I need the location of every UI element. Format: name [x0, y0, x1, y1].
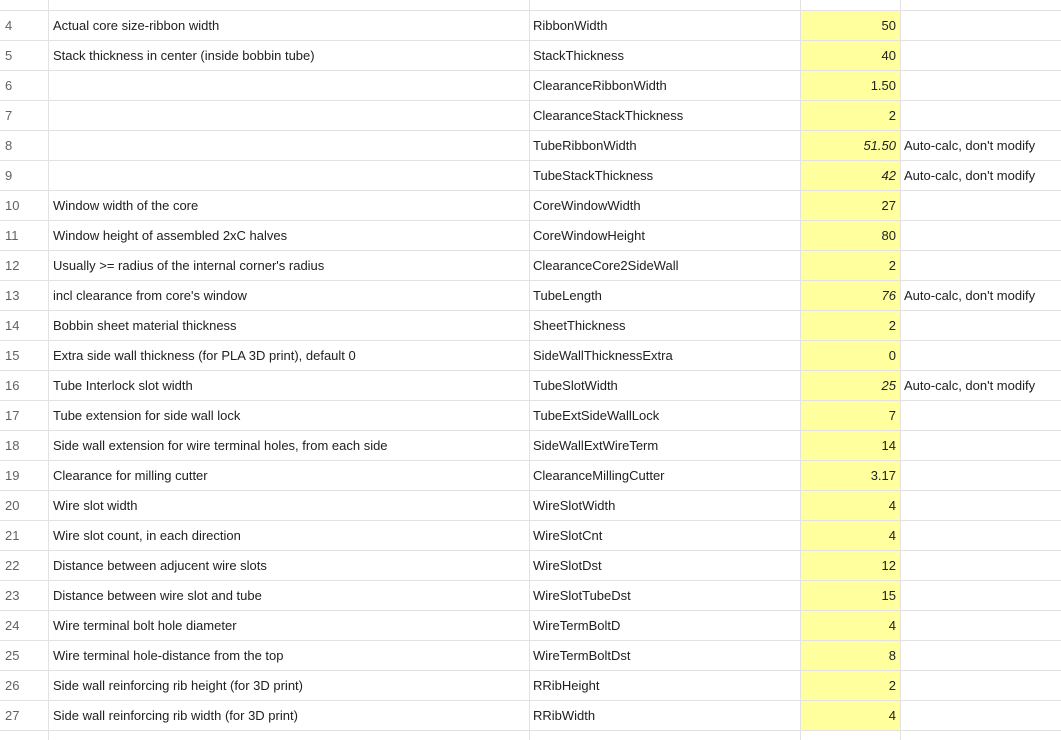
description-cell[interactable] — [48, 161, 529, 191]
row-header[interactable]: 19 — [5, 468, 20, 483]
grid-line-horizontal — [0, 610, 1061, 611]
value-cell[interactable]: 80 — [800, 221, 900, 251]
note-cell[interactable] — [900, 551, 1061, 581]
value-cell[interactable]: 2 — [800, 251, 900, 281]
description-cell[interactable]: Wire slot count, in each direction — [53, 528, 241, 543]
table-row — [0, 11, 1061, 41]
parameter-name-cell[interactable]: WireSlotDst — [533, 558, 602, 573]
parameter-name-cell[interactable]: CoreWindowHeight — [533, 228, 645, 243]
table-row — [0, 671, 1061, 701]
row-header[interactable]: 27 — [5, 708, 20, 723]
grid-line-horizontal — [0, 580, 1061, 581]
note-cell[interactable]: Auto-calc, don't modify — [904, 138, 1036, 153]
row-header[interactable]: 18 — [5, 438, 20, 453]
value-cell[interactable]: 2 — [800, 101, 900, 131]
value-cell[interactable]: 4 — [800, 701, 900, 731]
table-row — [0, 371, 1061, 401]
table-row — [0, 281, 1061, 311]
note-cell[interactable] — [900, 221, 1061, 251]
parameter-name-cell[interactable]: ClearanceCore2SideWall — [533, 258, 679, 273]
parameter-name-cell[interactable]: ClearanceStackThickness — [533, 108, 684, 123]
description-cell[interactable]: Tube Interlock slot width — [53, 378, 193, 393]
parameter-name-cell[interactable]: WireSlotTubeDst — [533, 588, 631, 603]
description-cell[interactable]: Wire terminal bolt hole diameter — [53, 618, 237, 633]
row-header[interactable]: 5 — [5, 48, 13, 63]
parameter-name-cell[interactable]: WireTermBoltD — [533, 618, 621, 633]
row-header[interactable]: 6 — [5, 78, 13, 93]
note-cell[interactable] — [900, 101, 1061, 131]
note-cell[interactable]: Auto-calc, don't modify — [904, 288, 1036, 303]
grid-line-horizontal — [0, 100, 1061, 101]
note-cell[interactable] — [900, 521, 1061, 551]
note-cell[interactable] — [900, 401, 1061, 431]
grid-line-horizontal — [0, 250, 1061, 251]
note-cell[interactable] — [900, 641, 1061, 671]
value-cell[interactable]: 15 — [800, 581, 900, 611]
row-header[interactable]: 21 — [5, 528, 20, 543]
note-cell[interactable]: Auto-calc, don't modify — [904, 168, 1036, 183]
row-header[interactable]: 10 — [5, 198, 20, 213]
table-row — [0, 431, 1061, 461]
row-header[interactable]: 26 — [5, 678, 20, 693]
parameter-name-cell[interactable]: WireTermBoltDst — [533, 648, 631, 663]
value-cell[interactable]: 40 — [800, 41, 900, 71]
table-row — [0, 551, 1061, 581]
grid-line-vertical — [900, 0, 901, 740]
note-cell[interactable] — [900, 431, 1061, 461]
note-cell[interactable] — [900, 701, 1061, 731]
parameter-name-cell[interactable]: CoreWindowWidth — [533, 198, 641, 213]
description-cell[interactable]: Distance between wire slot and tube — [53, 588, 262, 603]
row-header[interactable]: 14 — [5, 318, 20, 333]
description-cell[interactable]: Usually >= radius of the internal corner's radius — [53, 258, 325, 273]
row-header[interactable]: 23 — [5, 588, 20, 603]
description-cell[interactable] — [48, 101, 529, 131]
row-header[interactable]: 13 — [5, 288, 20, 303]
parameter-name-cell[interactable]: ClearanceMillingCutter — [533, 468, 665, 483]
row-header[interactable]: 22 — [5, 558, 20, 573]
note-cell[interactable] — [900, 251, 1061, 281]
table-row — [0, 191, 1061, 221]
row-header[interactable]: 12 — [5, 258, 20, 273]
parameter-name-cell[interactable]: WireSlotWidth — [533, 498, 616, 513]
grid-line-horizontal — [0, 730, 1061, 731]
value-cell[interactable]: 76 — [800, 281, 900, 311]
grid-line-vertical — [529, 0, 530, 740]
grid-line-horizontal — [0, 460, 1061, 461]
description-cell[interactable] — [48, 131, 529, 161]
description-cell[interactable]: Stack thickness in center (inside bobbin tube) — [53, 48, 315, 63]
row-header[interactable]: 20 — [5, 498, 20, 513]
row-header[interactable]: 16 — [5, 378, 20, 393]
description-cell[interactable]: Bobbin sheet material thickness — [53, 318, 237, 333]
row-header[interactable]: 11 — [5, 228, 19, 243]
description-cell[interactable]: Distance between adjucent wire slots — [53, 558, 267, 573]
parameter-name-cell[interactable]: WireSlotCnt — [533, 528, 603, 543]
table-row — [0, 71, 1061, 101]
description-cell[interactable]: Side wall reinforcing rib width (for 3D print) — [53, 708, 298, 723]
row-header[interactable]: 8 — [5, 138, 13, 153]
row-header[interactable]: 25 — [5, 648, 20, 663]
description-cell[interactable]: Wire slot width — [53, 498, 138, 513]
parameter-name-cell[interactable]: StackThickness — [533, 48, 625, 63]
parameter-name-cell[interactable]: SideWallThicknessExtra — [533, 348, 673, 363]
description-cell[interactable]: Wire terminal hole-distance from the top — [53, 648, 284, 663]
row-header[interactable]: 4 — [5, 18, 13, 33]
grid-line-horizontal — [0, 400, 1061, 401]
table-row — [0, 701, 1061, 731]
description-cell[interactable] — [48, 71, 529, 101]
value-cell[interactable]: 27 — [800, 191, 900, 221]
note-cell[interactable] — [900, 461, 1061, 491]
note-cell[interactable]: Auto-calc, don't modify — [904, 378, 1036, 393]
grid-line-horizontal — [0, 370, 1061, 371]
grid-line-horizontal — [0, 550, 1061, 551]
description-cell[interactable]: incl clearance from core's window — [53, 288, 247, 303]
note-cell[interactable] — [900, 11, 1061, 41]
note-cell[interactable] — [900, 671, 1061, 701]
grid-line-horizontal — [0, 640, 1061, 641]
grid-line-horizontal — [0, 220, 1061, 221]
parameter-name-cell[interactable]: TubeExtSideWallLock — [533, 408, 660, 423]
table-row — [0, 461, 1061, 491]
value-cell[interactable]: 4 — [800, 491, 900, 521]
grid-line-horizontal — [0, 340, 1061, 341]
table-row — [0, 311, 1061, 341]
value-cell[interactable]: 50 — [800, 11, 900, 41]
parameter-name-cell[interactable]: TubeRibbonWidth — [533, 138, 637, 153]
grid-line-horizontal — [0, 430, 1061, 431]
value-cell[interactable]: 7 — [800, 401, 900, 431]
grid-line-horizontal — [0, 10, 1061, 11]
description-cell[interactable]: Window height of assembled 2xC halves — [53, 228, 288, 243]
table-row — [0, 41, 1061, 71]
table-row — [0, 581, 1061, 611]
description-cell[interactable]: Actual core size-ribbon width — [53, 18, 220, 33]
row-header[interactable]: 24 — [5, 618, 20, 633]
note-cell[interactable] — [900, 611, 1061, 641]
parameter-name-cell[interactable]: RibbonWidth — [533, 18, 608, 33]
table-row — [0, 161, 1061, 191]
grid-line-horizontal — [0, 310, 1061, 311]
note-cell[interactable] — [900, 581, 1061, 611]
table-row — [0, 641, 1061, 671]
parameter-name-cell[interactable]: ClearanceRibbonWidth — [533, 78, 667, 93]
value-cell[interactable]: 25 — [800, 371, 900, 401]
value-cell[interactable]: 1.50 — [800, 71, 900, 101]
value-cell[interactable]: 3.17 — [800, 461, 900, 491]
note-cell[interactable] — [900, 341, 1061, 371]
table-row — [0, 101, 1061, 131]
grid-line-horizontal — [0, 160, 1061, 161]
grid-line-horizontal — [0, 520, 1061, 521]
description-cell[interactable]: Side wall extension for wire terminal holes, from each side — [53, 438, 388, 453]
value-cell[interactable]: 42 — [800, 161, 900, 191]
table-row — [0, 521, 1061, 551]
value-cell[interactable]: 8 — [800, 641, 900, 671]
parameter-name-cell[interactable]: TubeSlotWidth — [533, 378, 618, 393]
parameter-name-cell[interactable]: SideWallExtWireTerm — [533, 438, 659, 453]
grid-line-horizontal — [0, 70, 1061, 71]
table-row — [0, 251, 1061, 281]
table-row — [0, 341, 1061, 371]
description-cell[interactable]: Tube extension for side wall lock — [53, 408, 241, 423]
value-cell[interactable]: 4 — [800, 611, 900, 641]
description-cell[interactable]: Clearance for milling cutter — [53, 468, 208, 483]
note-cell[interactable] — [900, 311, 1061, 341]
value-cell[interactable]: 14 — [800, 431, 900, 461]
row-header[interactable]: 15 — [5, 348, 20, 363]
grid-line-vertical — [800, 0, 801, 740]
previous-row-strip — [0, 0, 1061, 10]
grid-line-horizontal — [0, 130, 1061, 131]
table-row — [0, 611, 1061, 641]
grid-line-horizontal — [0, 670, 1061, 671]
grid-line-horizontal — [0, 190, 1061, 191]
row-header[interactable]: 17 — [5, 408, 20, 423]
row-header[interactable]: 9 — [5, 168, 13, 183]
row-header[interactable]: 7 — [5, 108, 13, 123]
value-cell[interactable]: 51.50 — [800, 131, 900, 161]
table-row — [0, 221, 1061, 251]
value-cell[interactable]: 12 — [800, 551, 900, 581]
note-cell[interactable] — [900, 491, 1061, 521]
note-cell[interactable] — [900, 191, 1061, 221]
value-cell[interactable]: 2 — [800, 311, 900, 341]
grid-line-horizontal — [0, 280, 1061, 281]
table-row — [0, 401, 1061, 431]
parameter-name-cell[interactable]: RRibHeight — [533, 678, 600, 693]
value-cell[interactable]: 2 — [800, 671, 900, 701]
description-cell[interactable]: Extra side wall thickness (for PLA 3D print), default 0 — [53, 348, 356, 363]
description-cell[interactable]: Window width of the core — [53, 198, 199, 213]
description-cell[interactable]: Side wall reinforcing rib height (for 3D print) — [53, 678, 303, 693]
grid-line-vertical — [48, 0, 49, 740]
note-cell[interactable] — [900, 41, 1061, 71]
note-cell[interactable] — [900, 71, 1061, 101]
parameter-name-cell[interactable]: RRibWidth — [533, 708, 596, 723]
value-cell[interactable]: 4 — [800, 521, 900, 551]
parameter-name-cell[interactable]: SheetThickness — [533, 318, 626, 333]
value-cell[interactable]: 0 — [800, 341, 900, 371]
grid-line-horizontal — [0, 490, 1061, 491]
table-row — [0, 131, 1061, 161]
table-row — [0, 491, 1061, 521]
grid-line-horizontal — [0, 700, 1061, 701]
parameter-name-cell[interactable]: TubeStackThickness — [533, 168, 654, 183]
parameter-name-cell[interactable]: TubeLength — [533, 288, 602, 303]
grid-line-horizontal — [0, 40, 1061, 41]
